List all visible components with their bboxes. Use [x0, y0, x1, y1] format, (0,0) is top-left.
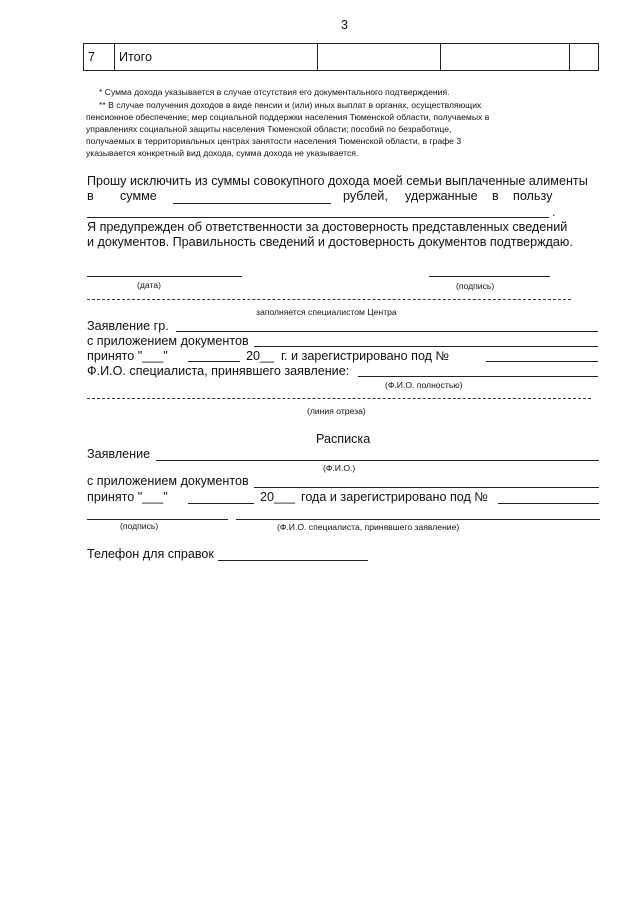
receipt-application-label: Заявление: [87, 447, 151, 461]
page-number: 3: [341, 18, 349, 32]
receipt-attachments-label: с приложением документов: [87, 474, 249, 488]
income-table: [83, 43, 599, 71]
row-cell: [441, 44, 570, 71]
cut-line-caption: (линия отреза): [307, 406, 366, 416]
receipt-signature-caption: (подпись): [120, 521, 159, 531]
footnote-2-line: пенсионное обеспечение; мер социальной поддержки населения Тюменской области, получаемых в: [86, 112, 490, 122]
alimony-text: Прошу исключить из суммы совокупного дохода моей семьи выплаченные алименты: [87, 174, 588, 188]
fullname-caption: (Ф.И.О. полностью): [385, 380, 463, 390]
receipt-specialist-field[interactable]: [236, 519, 600, 520]
table-row: [84, 44, 599, 71]
row-number: 7: [84, 44, 115, 71]
date-caption: (дата): [137, 280, 161, 290]
receipt-accepted-label: принято "___": [87, 490, 168, 504]
application-label: Заявление гр.: [87, 319, 169, 333]
warning-line: Я предупрежден об ответственности за достоверность представленных сведений: [87, 220, 568, 234]
row-cell: [318, 44, 441, 71]
month-field[interactable]: [188, 361, 240, 362]
alimony-in-2: в: [492, 189, 499, 203]
footnote-2-line: получаемых в территориальных центрах занятости населения Тюменской области, в графе 3: [86, 136, 462, 146]
row-cell: [570, 44, 599, 71]
specialist-label: Ф.И.О. специалиста, принявшего заявление:: [87, 364, 350, 378]
receipt-signature-field[interactable]: [87, 519, 228, 520]
footnote-2-line: указывается конкретный вид дохода, сумма дохода не указывается.: [86, 148, 359, 158]
phone-label: Телефон для справок: [87, 547, 214, 561]
alimony-rubles: рублей,: [343, 189, 388, 203]
attachments-field[interactable]: [254, 346, 598, 347]
alimony-favor-field[interactable]: [87, 217, 549, 218]
alimony-in: в: [87, 189, 94, 203]
alimony-sum-field[interactable]: [173, 203, 331, 204]
receipt-title: Расписка: [316, 432, 371, 446]
receipt-attachments-field[interactable]: [254, 487, 599, 488]
receipt-month-field[interactable]: [188, 503, 254, 504]
date-field[interactable]: [87, 276, 242, 277]
receipt-applicant-field[interactable]: [156, 460, 599, 461]
footnote-2-line: ** В случае получения доходов в виде пенсии и (или) иных выплат в органах, осуществляющих: [99, 100, 482, 110]
phone-field[interactable]: [218, 560, 368, 561]
alimony-favor: пользу: [513, 189, 553, 203]
signature-field[interactable]: [429, 276, 550, 277]
registered-label: г. и зарегистрировано под №: [281, 349, 450, 363]
divider: [87, 299, 571, 300]
center-caption: заполняется специалистом Центра: [256, 307, 397, 317]
applicant-name-field[interactable]: [176, 331, 598, 332]
year-label: 20__: [246, 349, 275, 363]
receipt-specialist-caption: (Ф.И.О. специалиста, принявшего заявление): [277, 522, 460, 532]
warning-line: и документов. Правильность сведений и достоверность документов подтверждаю.: [87, 235, 573, 249]
receipt-fio-caption: (Ф.И.О.): [323, 463, 356, 473]
receipt-year-label: 20___: [260, 490, 296, 504]
specialist-name-field[interactable]: [358, 376, 598, 377]
signature-caption: (подпись): [456, 281, 495, 291]
footnote-1: * Сумма дохода указывается в случае отсутствия его документального подтверждения.: [99, 87, 450, 97]
alimony-withheld: удержанные: [405, 189, 478, 203]
footnote-2-line: управлениях социальной защиты населения Тюменской области; пособий по безработице,: [86, 124, 452, 134]
accepted-label: принято "___": [87, 349, 168, 363]
registration-number-field[interactable]: [486, 361, 598, 362]
row-label: Итого: [115, 44, 318, 71]
period-mark: .: [552, 205, 556, 219]
cut-line: [87, 398, 591, 399]
receipt-registration-field[interactable]: [498, 503, 599, 504]
attachments-label: с приложением документов: [87, 334, 249, 348]
receipt-registered-label: года и зарегистрировано под №: [301, 490, 488, 504]
alimony-sum: сумме: [120, 189, 157, 203]
